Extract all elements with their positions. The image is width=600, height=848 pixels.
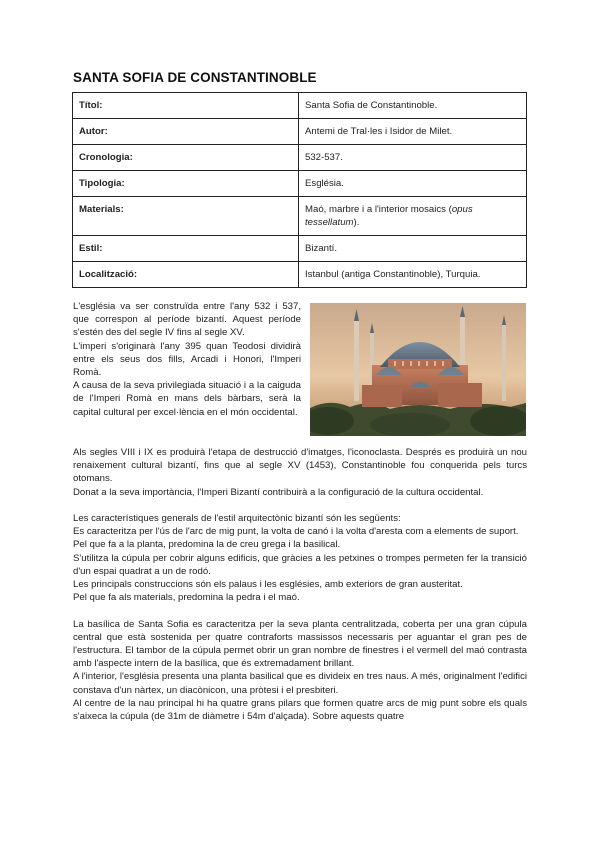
paragraph: La basílica de Santa Sofia es caracteritza per la seva planta centralitzada, coberta per una gran cúpula central que està sostenida per quatre contraforts massissos necessaris per aguantar el gran pes de l'estructura. El tambor de la cúpula permet obrir un gran nombre de finestres i el vermell del maó contrasta amb l'aspecte intern de la basílica, que és extremadament brillant. <box>73 618 527 670</box>
table-label: Cronologia: <box>73 145 299 171</box>
table-row <box>73 93 527 119</box>
paragraph: Pel que fa als materials, predomina la pedra i el maó. <box>73 592 300 604</box>
info-table <box>72 92 527 288</box>
paragraph: L'església va ser construïda entre l'any 532 i 537, que correspon al període bizantí. Aquest període s'estén des del segle IV fins al segle XV. <box>73 301 301 339</box>
table-value: Istanbul (antiga Constantinoble), Turquia. <box>299 262 527 288</box>
page-title: SANTA SOFIA DE CONSTANTINOBLE <box>73 70 317 85</box>
intro-section <box>73 300 301 419</box>
paragraph: Es caracteritza per l'ús de l'arc de mig punt, la volta de canó i la volta d'aresta com a elements de suport. <box>73 526 519 538</box>
table-label: Localització: <box>73 262 299 288</box>
paragraph: Les principals construccions són els palaus i les esglésies, amb exteriors de gran austeritat. <box>73 579 463 591</box>
materials-text-end: ). <box>353 217 360 228</box>
table-label: Tipologia: <box>73 171 299 197</box>
table-value: 532-537. <box>299 145 527 171</box>
table-row <box>73 145 527 171</box>
table-row <box>73 262 527 288</box>
table-row <box>73 171 527 197</box>
paragraph: S'utilitza la cúpula per cobrir alguns edificis, que gràcies a les petxines o trompes permeten fer la transició d'un espai quadrat a un de rodó. <box>73 552 527 577</box>
table-label: Títol: <box>73 93 299 119</box>
table-value <box>299 197 527 236</box>
paragraph: Pel que fa a la planta, predomina la de creu grega i la basilical. <box>73 539 341 551</box>
paragraph: A causa de la seva privilegiada situació i a la caiguda de l'Imperi Romà en mans dels bàrbars, serà la capital cultural per excel·lència en el món occidental. <box>73 380 301 418</box>
paragraph: L'imperi s'originarà l'any 395 quan Teodosi dividirà entre els seus dos fills, Arcadi i Honori, l'Imperi Romà. <box>73 340 301 379</box>
table-row <box>73 236 527 262</box>
paragraph: Als segles VIII i IX es produirà l'etapa de destrucció d'imatges, l'iconoclasta. Després es produirà un nou renaixement cultural bizantí, fins que al segle XV (1453), Constantinoble fou conquerida pels turcs otomans. <box>73 447 527 485</box>
materials-text: Maó, marbre i a l'interior mosaics ( <box>305 204 452 215</box>
paragraph: Al centre de la nau principal hi ha quatre grans pilars que formen quatre arcs de mig punt sobre els quals s'aixeca la cúpula (de 31m de diàmetre i 54m d'alçada). Sobre aquests quatre <box>73 697 527 723</box>
paragraph: A l'interior, l'església presenta una planta basilical que es divideix en tres naus. A més, originalment l'edifici constava d'un nàrtex, un diacònicon, una pròtesi i el presbiteri. <box>73 671 527 696</box>
table-label: Materials: <box>73 197 299 236</box>
table-row <box>73 197 527 236</box>
paragraph: Les característiques generals de l'estil arquitectònic bizantí són les següents: <box>73 513 401 524</box>
materials-italic: opus tessellatum <box>305 204 473 228</box>
table-row <box>73 119 527 145</box>
table-value: Santa Sofia de Constantinoble. <box>299 93 527 119</box>
table-value: Bizantí. <box>299 236 527 262</box>
hagia-sophia-photo <box>310 303 526 436</box>
table-label: Estil: <box>73 236 299 262</box>
intro-wide-section <box>73 446 527 723</box>
table-value: Antemi de Tral·les i Isidor de Milet. <box>299 119 527 145</box>
table-label: Autor: <box>73 119 299 145</box>
paragraph: Donat a la seva importància, l'Imperi Bizantí contribuirà a la configuració de la cultura occidental. <box>73 486 484 498</box>
table-value: Església. <box>299 171 527 197</box>
